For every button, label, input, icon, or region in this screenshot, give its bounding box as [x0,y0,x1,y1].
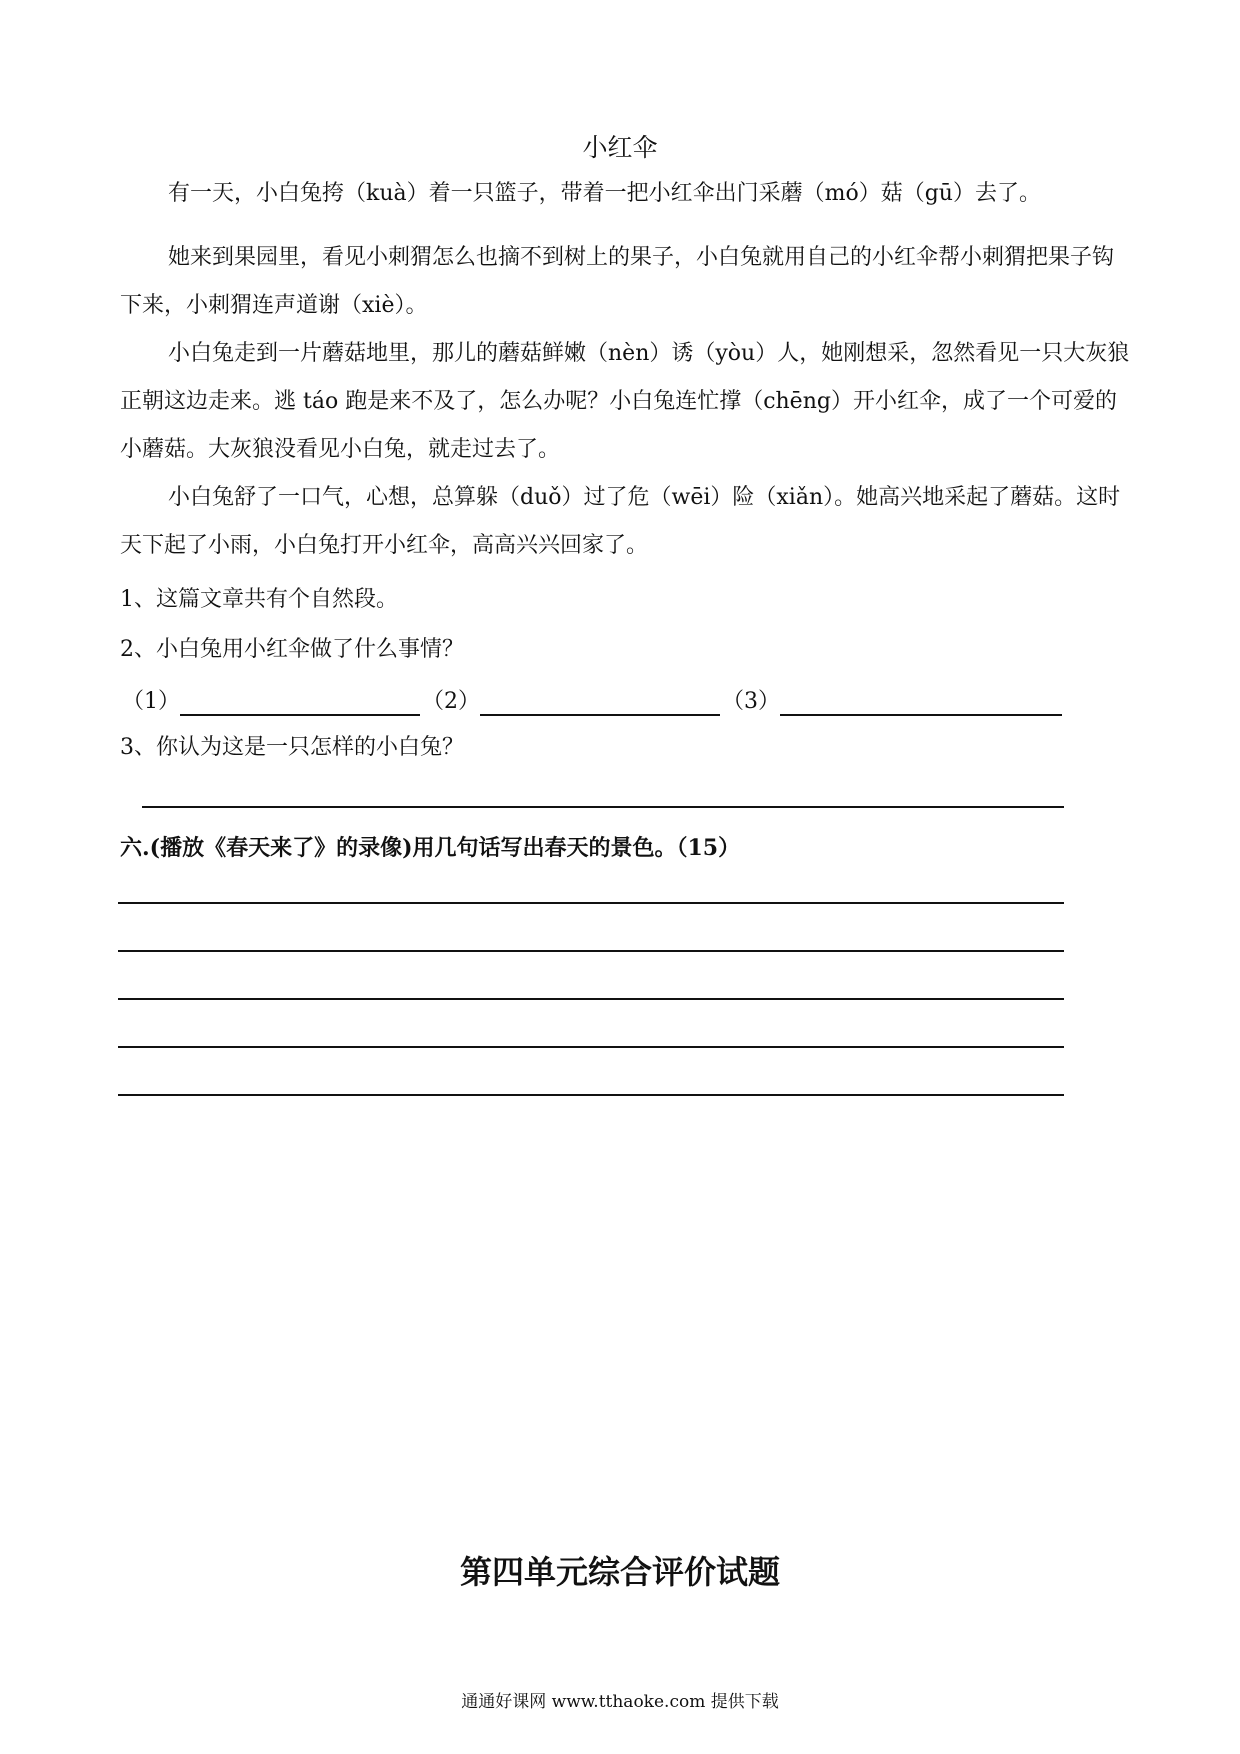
answer-blank-row [122,684,1062,720]
story-paragraph-3: 小白兔走到一片蘑菇地里，那儿的蘑菇鲜嫩（nèn）诱（yòu）人，她刚想采，忽然看见一只大灰狼正朝这边走来。逃 táo 跑是来不及了，怎么办呢？小白兔连忙撑（chēng）开小红伞，成了一个可爱的小蘑菇。大灰狼没看见小白兔，就走过去了。 [120,341,1130,462]
answer-line-1[interactable] [180,714,420,716]
unit-title: 第四单元综合评价试题 [459,1553,780,1591]
blank-label-2: （2） [422,689,480,714]
story-paragraph-1: 有一天，小白兔挎（kuà）着一只篮子，带着一把小红伞出门采蘑（mó）菇（gū）去了。 [168,181,1041,206]
question-3: 3、你认为这是一只怎样的小白兔？ [120,735,464,760]
question-2: 2、小白兔用小红伞做了什么事情？ [120,637,464,662]
story-paragraph-4: 小白兔舒了一口气，心想，总算躲（duǒ）过了危（wēi）险（xiǎn）。她高兴地采起了蘑菇。这时天下起了小雨，小白兔打开小红伞，高高兴兴回家了。 [120,485,1121,558]
blank-label-1: （1） [122,689,180,714]
writing-line-3[interactable] [118,998,1064,1000]
blank-label-3: （3） [722,689,780,714]
page-footer: 通通好课网 www.tthaoke.com 提供下载 [461,1692,779,1712]
story-paragraph-2: 她来到果园里，看见小刺猬怎么也摘不到树上的果子，小白兔就用自己的小红伞帮小刺猬把果子钩下来，小刺猬连声道谢（xiè）。 [120,245,1115,318]
story-title: 小红伞 [582,133,658,162]
question-1: 1、这篇文章共有个自然段。 [120,587,398,612]
answer-line-3[interactable] [780,714,1062,716]
writing-line-2[interactable] [118,950,1064,952]
writing-line-5[interactable] [118,1094,1064,1096]
section-6-heading: 六.(播放《春天来了》的录像)用几句话写出春天的景色。（15） [120,835,741,861]
writing-line-1[interactable] [118,902,1064,904]
answer-line-q3[interactable] [142,806,1064,808]
writing-line-4[interactable] [118,1046,1064,1048]
answer-line-2[interactable] [480,714,720,716]
